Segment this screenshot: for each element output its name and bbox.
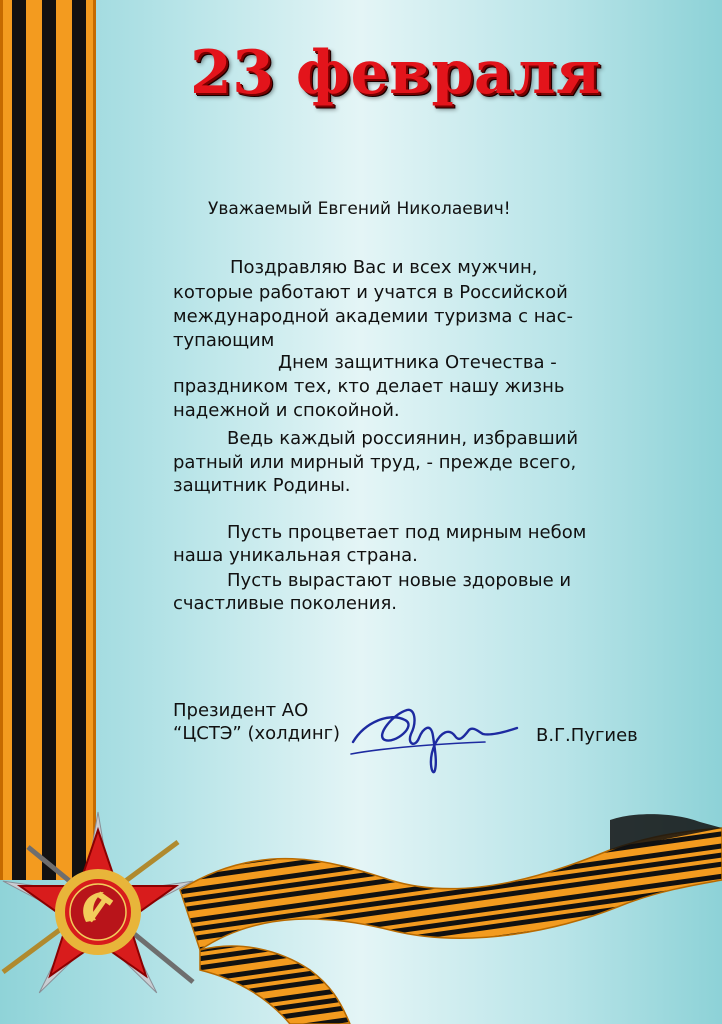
signatory-position: Президент АО — [173, 700, 309, 721]
st-george-ribbon-vertical — [0, 0, 96, 880]
body-line: надежной и спокойной. — [173, 400, 400, 421]
body-line: Пусть процветает под мирным небом — [227, 522, 587, 543]
order-of-patriotic-war-icon — [0, 800, 220, 1024]
body-line: международной академии туризма с нас- — [173, 306, 573, 327]
body-line: наша уникальная страна. — [173, 545, 418, 566]
body-line: тупающим — [173, 330, 275, 351]
page-title: 23 февраля — [190, 38, 601, 108]
body-line: Днем защитника Отечества - — [278, 352, 557, 373]
body-line: праздником тех, кто делает нашу жизнь — [173, 376, 565, 397]
body-line: которые работают и учатся в Российской — [173, 282, 568, 303]
body-line: счастливые поколения. — [173, 593, 398, 614]
signatory-name: В.Г.Пугиев — [536, 725, 638, 746]
body-line: защитник Родины. — [173, 475, 351, 496]
body-line: Ведь каждый россиянин, избравший — [227, 428, 579, 449]
body-line: Пусть вырастают новые здоровые и — [227, 570, 572, 591]
st-george-ribbon-bottom — [140, 800, 722, 1024]
body-line: Поздравляю Вас и всех мужчин, — [230, 257, 538, 278]
body-line: ратный или мирный труд, - прежде всего, — [173, 452, 577, 473]
greeting-line: Уважаемый Евгений Николаевич! — [208, 199, 511, 219]
signatory-organization: “ЦСТЭ” (холдинг) — [173, 723, 341, 744]
handwritten-signature — [345, 692, 525, 782]
